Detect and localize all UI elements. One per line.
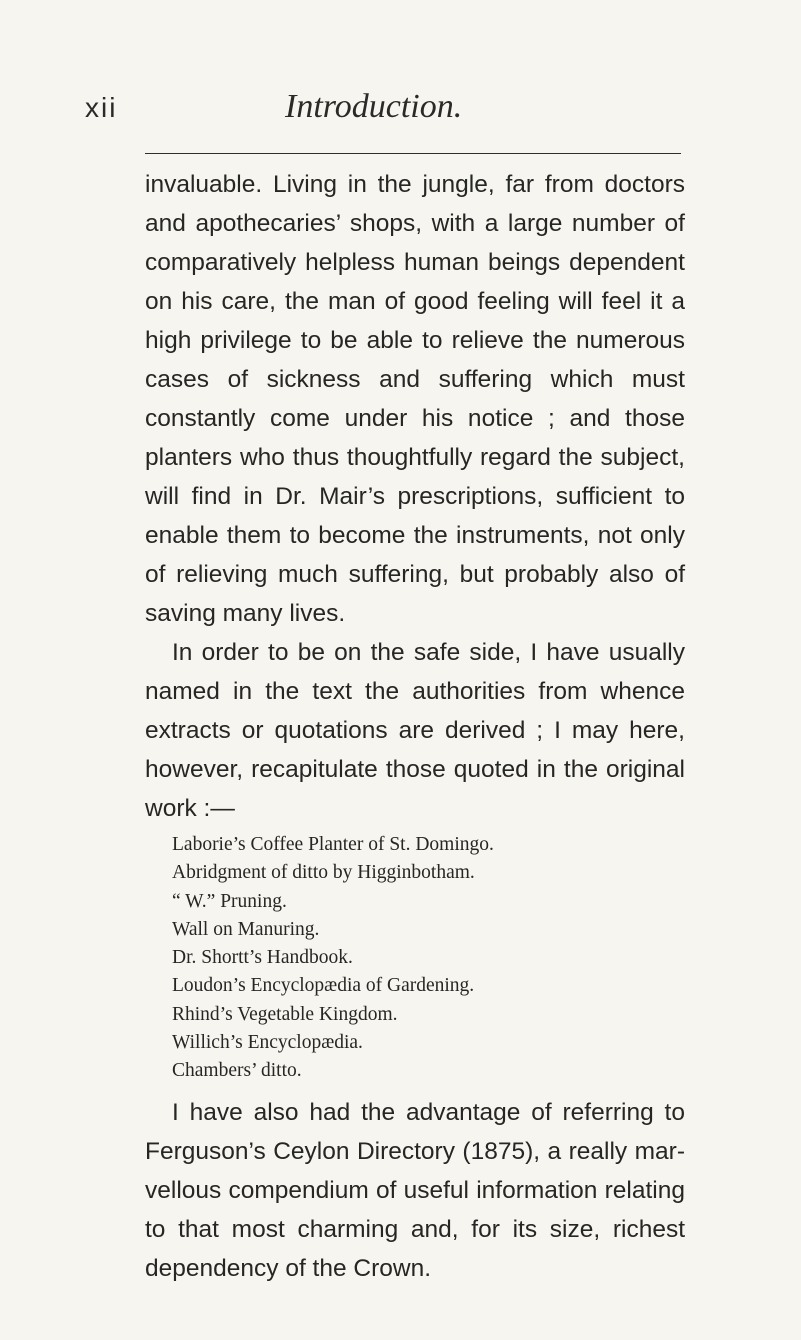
reference-item: Loudon’s Encyclopædia of Gardening. xyxy=(172,975,475,997)
reference-item: Laborie’s Coffee Planter of St. Domingo. xyxy=(172,834,494,855)
reference-item: Abridgment of ditto by Higginbotham. xyxy=(172,862,475,884)
reference-item: Willich’s Encyclopædia. xyxy=(172,1032,363,1054)
paragraph-authorities: In order to be on the safe side, I have usually named in the text the authorities from whence extracts or quotations are derived ; I may here, however, recapitulate those quoted in the original work :— xyxy=(145,639,685,822)
reference-item: “ W.” Pruning. xyxy=(172,890,287,912)
reference-item: Chambers’ ditto. xyxy=(172,1060,302,1082)
reference-item: Rhind’s Vegetable Kingdom. xyxy=(172,1003,398,1025)
paragraph-ferguson: I have also had the advantage of referring to Ferguson’s Ceylon Directory (1875), a really marvellous compendium of useful information relating to that most charming and, for its size, richest dependency of the Crown. xyxy=(145,1098,685,1282)
page-number: xii xyxy=(85,92,118,123)
body-text xyxy=(145,165,685,1288)
header-rule xyxy=(145,153,681,154)
reference-list xyxy=(145,831,685,1086)
paragraph-continuation: invaluable. Living in the jungle, far from doctors and apothecaries’ shops, with a large number of comparatively helpless human beings dependent on his care, the man of good feeling will feel it a high privilege to be able to relieve the numerous cases of sickness and suffering which must constantly come under his notice ; and those planters who thus thoughtfully regard the subject, will find in Dr. Mair’s prescriptions, sufficient to enable them to become the instruments, not only of relieving much suffering, but probably also of saving many lives. xyxy=(145,171,685,627)
reference-item: Dr. Shortt’s Handbook. xyxy=(172,947,353,969)
reference-item: Wall on Manuring. xyxy=(172,918,320,940)
running-head: Introduction. xyxy=(285,88,463,125)
page-header xyxy=(85,88,680,138)
